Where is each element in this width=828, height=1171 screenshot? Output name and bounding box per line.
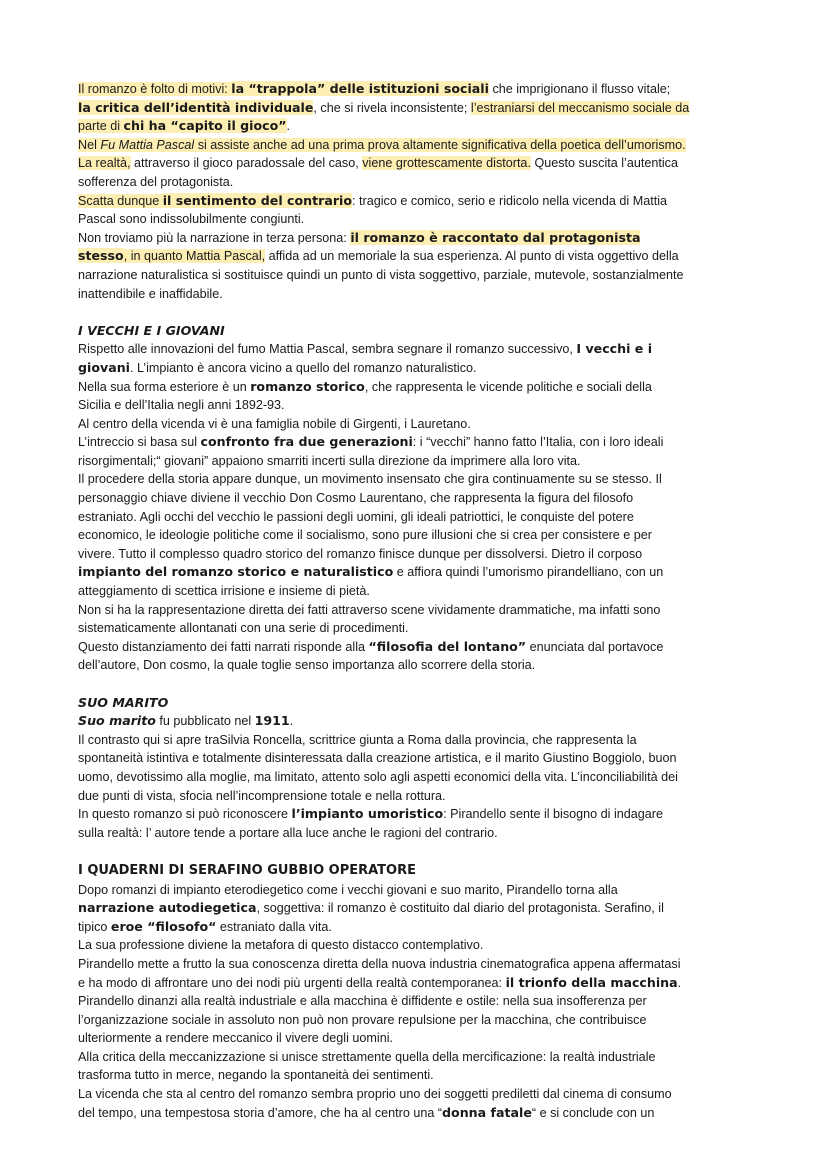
bold-text: romanzo storico (250, 378, 365, 394)
text-line (78, 899, 750, 918)
text-line: atteggiamento di scettica irrisione e insieme di pietà. (78, 584, 370, 599)
text-span: Questo distanziamento dei fatti narrati risponde alla (78, 639, 369, 654)
heading-text: I QUADERNI DI SERAFINO GUBBIO OPERATORE (78, 862, 416, 878)
text-span: : tragico e comico, serio e ridicolo nella vicenda di Mattia (352, 193, 668, 208)
highlighted-text: l’estraniarsi del meccanismo sociale da (470, 100, 690, 115)
bold-text: donna fatale (442, 1104, 532, 1120)
bold-text: “filosofia del lontano” (368, 638, 527, 654)
section-suo-marito (78, 694, 750, 843)
text-line: Alla critica della meccanizzazione si unisce strettamente quella della mercificazione: la realtà industriale (78, 1049, 656, 1064)
text-line: Sicilia e dell’Italia negli anni 1892-93. (78, 398, 285, 413)
highlighted-text: si assiste anche ad una prima prova altamente significativa della poetica dell’umorismo. (194, 137, 686, 152)
text-line: sofferenza del protagonista. (78, 174, 234, 189)
italic-title: Fu Mattia Pascal (100, 137, 195, 152)
text-line: l’organizzazione sociale in assoluto non può non provare repulsione per la macchina, che contribuisce (78, 1012, 647, 1027)
text-line: vivere. Tutto il complesso quadro storico del romanzo finisce dunque per dissolversi. Dietro il corposo (78, 546, 643, 561)
text-line: economico, le ideologie politiche come il socialismo, sono pure illusioni che si crea per consistere e per (78, 528, 653, 543)
text-span: che imprigionano il flusso vitale; (488, 82, 671, 96)
text-line (78, 359, 750, 378)
text-line: ulteriormente a rendere meccanico il vivere degli uomini. (78, 1031, 393, 1046)
text-span: e affiora quindi l’umorismo pirandelliano, con un (393, 565, 664, 580)
bold-text: il trionfo della macchina (505, 974, 678, 990)
text-line (78, 712, 750, 731)
bold-text: impianto del romanzo storico e naturalistico (78, 564, 394, 580)
text-span: , che si rivela inconsistente; (313, 100, 471, 115)
text-span: , che rappresenta le vicende politiche e sociali della (364, 379, 652, 394)
text-line: personaggio chiave diviene il vecchio Don Cosmo Laurentano, che rappresenta la figura del filosofo (78, 491, 634, 506)
text-line: sistematicamente allontanati con una serie di procedimenti. (78, 621, 409, 636)
bold-highlight: chi ha “capito il gioco” (123, 118, 287, 134)
bold-text: giovani (78, 359, 130, 375)
text-span: Questo suscita l’autentica (530, 156, 678, 171)
text-line (78, 117, 750, 136)
text-span: . (677, 975, 682, 990)
text-line: Il contrasto qui si apre traSilvia Roncella, scrittrice giunta a Roma dalla provincia, che rappresenta la (78, 732, 637, 747)
text-span: attraverso il gioco paradossale del caso, (130, 156, 363, 171)
text-span: , soggettiva: il romanzo è costituito dal diario del protagonista. Serafino, il (256, 901, 664, 916)
text-line (78, 136, 750, 155)
text-line: La vicenda che sta al centro del romanzo sembra proprio uno dei soggetti prediletti dal cinema di consumo (78, 1087, 672, 1102)
bold-italic-text: Suo marito (78, 713, 156, 729)
heading-text: I VECCHI E I GIOVANI (78, 322, 225, 338)
text-line: Non si ha la rappresentazione diretta dei fatti attraverso scene vividamente drammatiche, ma infatti sono (78, 602, 661, 617)
text-line (78, 229, 750, 248)
text-span: : i “vecchi” hanno fatto l’Italia, con i loro ideali (412, 435, 664, 450)
text-line (78, 1104, 750, 1123)
text-line: due punti di vista, sfocia nell’incomprensione totale e nella rottura. (78, 788, 446, 803)
text-line: La sua professione diviene la metafora di questo distacco contemplativo. (78, 938, 484, 953)
text-span: enunciata dal portavoce (526, 639, 664, 654)
text-line: Al centro della vicenda vi è una famiglia nobile di Girgenti, i Lauretano. (78, 416, 471, 431)
text-line: Dopo romanzi di impianto eterodiegetico come i vecchi giovani e suo marito, Pirandello torna alla (78, 882, 618, 897)
text-span: . (286, 119, 291, 134)
text-line (78, 99, 750, 118)
highlighted-text: Il romanzo è folto di motivi: (78, 82, 232, 96)
text-span: L’intreccio si basa sul (78, 435, 201, 450)
bold-text: confronto fra due generazioni (200, 434, 413, 450)
text-line: Il procedere della storia appare dunque, un movimento insensato che gira continuamente su se stesso. Il (78, 472, 662, 487)
text-line (78, 433, 750, 452)
document-page (78, 80, 750, 1122)
text-span: In questo romanzo si può riconoscere (78, 807, 292, 822)
bold-text: I vecchi e i (576, 341, 653, 357)
bold-text: l’impianto umoristico (291, 806, 444, 822)
text-line: risorgimentali;“ giovani” appaiono smarriti incerti sulla direzione da imprimere alla loro vita. (78, 453, 581, 468)
bold-highlight: la critica dell’identità individuale (78, 99, 314, 115)
text-line (78, 192, 750, 211)
text-span: . (289, 714, 294, 729)
text-span: “ e si conclude con un (531, 1105, 655, 1120)
text-span: fu pubblicato nel (155, 714, 255, 729)
text-span: Rispetto alle innovazioni del fumo Mattia Pascal, sembra segnare il romanzo successivo, (78, 342, 577, 357)
intro-section (78, 80, 750, 303)
highlighted-text: parte di (78, 119, 124, 134)
text-line (78, 80, 750, 99)
highlighted-text: Nel (78, 137, 101, 152)
text-span: affida ad un memoriale la sua esperienza. Al punto di vista oggettivo della (265, 249, 679, 264)
text-line: spontaneità istintiva e totalmente disinteressata dalla creazione artistica, e il marito Giustino Boggiolo, buon (78, 751, 677, 766)
text-span: estraniato dalla vita. (216, 919, 332, 934)
text-line: uomo, devotissimo alla moglie, ma limitato, attento solo agli aspetti economici della vita. L’inconciliabilità dei (78, 769, 678, 784)
text-line: inattendibile e inaffidabile. (78, 286, 223, 301)
section-heading (78, 694, 750, 713)
highlighted-text: viene grottescamente distorta. (362, 156, 531, 171)
text-line (78, 340, 750, 359)
bold-highlight: il romanzo è raccontato dal protagonista (350, 229, 641, 245)
text-line (78, 805, 750, 824)
text-line: narrazione naturalistica si sostituisce quindi un punto di vista soggettivo, parziale, mutevole, sostanzialmente (78, 267, 684, 282)
bold-highlight: il sentimento del contrario (162, 192, 353, 208)
highlighted-text: , in quanto Mattia Pascal, (123, 249, 266, 264)
text-span: . L’impianto è ancora vicino a quello del romanzo naturalistico. (129, 360, 477, 375)
heading-text: SUO MARITO (78, 694, 169, 710)
section-quaderni-serafino (78, 861, 750, 1122)
text-line: sulla realtà: l’ autore tende a portare alla luce anche le ragioni del contrario. (78, 825, 498, 840)
text-line: trasforma tutto in merce, negando la spontaneità dei sentimenti. (78, 1068, 434, 1083)
text-line (78, 638, 750, 657)
bold-highlight: stesso (78, 248, 124, 264)
text-span: Nella sua forma esteriore è un (78, 379, 251, 394)
text-span: e ha modo di affrontare uno dei nodi più urgenti della realtà contemporanea: (78, 975, 506, 990)
bold-highlight: la “trappola” delle istituzioni sociali (231, 81, 489, 96)
text-line: Pirandello dinanzi alla realtà industriale e alla macchina è diffidente e ostile: nella sua insofferenza per (78, 994, 647, 1009)
bold-text: narrazione autodiegetica (78, 900, 257, 916)
text-line: Pirandello mette a frutto la sua conoscenza diretta della nuova industria cinematografica appena affermatasi (78, 956, 681, 971)
highlighted-text: Scatta dunque (78, 193, 163, 208)
bold-text: eroe “filosofo“ (110, 918, 217, 934)
text-span: Non troviamo più la narrazione in terza persona: (78, 230, 351, 245)
section-heading (78, 861, 750, 881)
text-line: Pascal sono indissolubilmente congiunti. (78, 212, 305, 227)
text-line (78, 378, 750, 397)
text-line: dell’autore, Don cosmo, la quale toglie senso importanza allo scorrere della storia. (78, 658, 536, 673)
section-heading (78, 322, 750, 341)
text-line (78, 563, 750, 582)
text-line: estraniato. Agli occhi del vecchio le passioni degli uomini, gli ideali patriottici, le conquiste del potere (78, 509, 634, 524)
bold-text: 1911 (254, 713, 290, 729)
section-vecchi-giovani (78, 322, 750, 675)
text-line (78, 247, 750, 266)
text-span: del tempo, una tempestosa storia d’amore, che ha al centro una “ (78, 1105, 443, 1120)
highlighted-text: La realtà, (78, 156, 131, 171)
text-line (78, 918, 750, 937)
text-span: : Pirandello sente il bisogno di indagare (443, 807, 663, 822)
text-line (78, 974, 750, 993)
text-span: tipico (78, 919, 111, 934)
text-line (78, 154, 750, 173)
